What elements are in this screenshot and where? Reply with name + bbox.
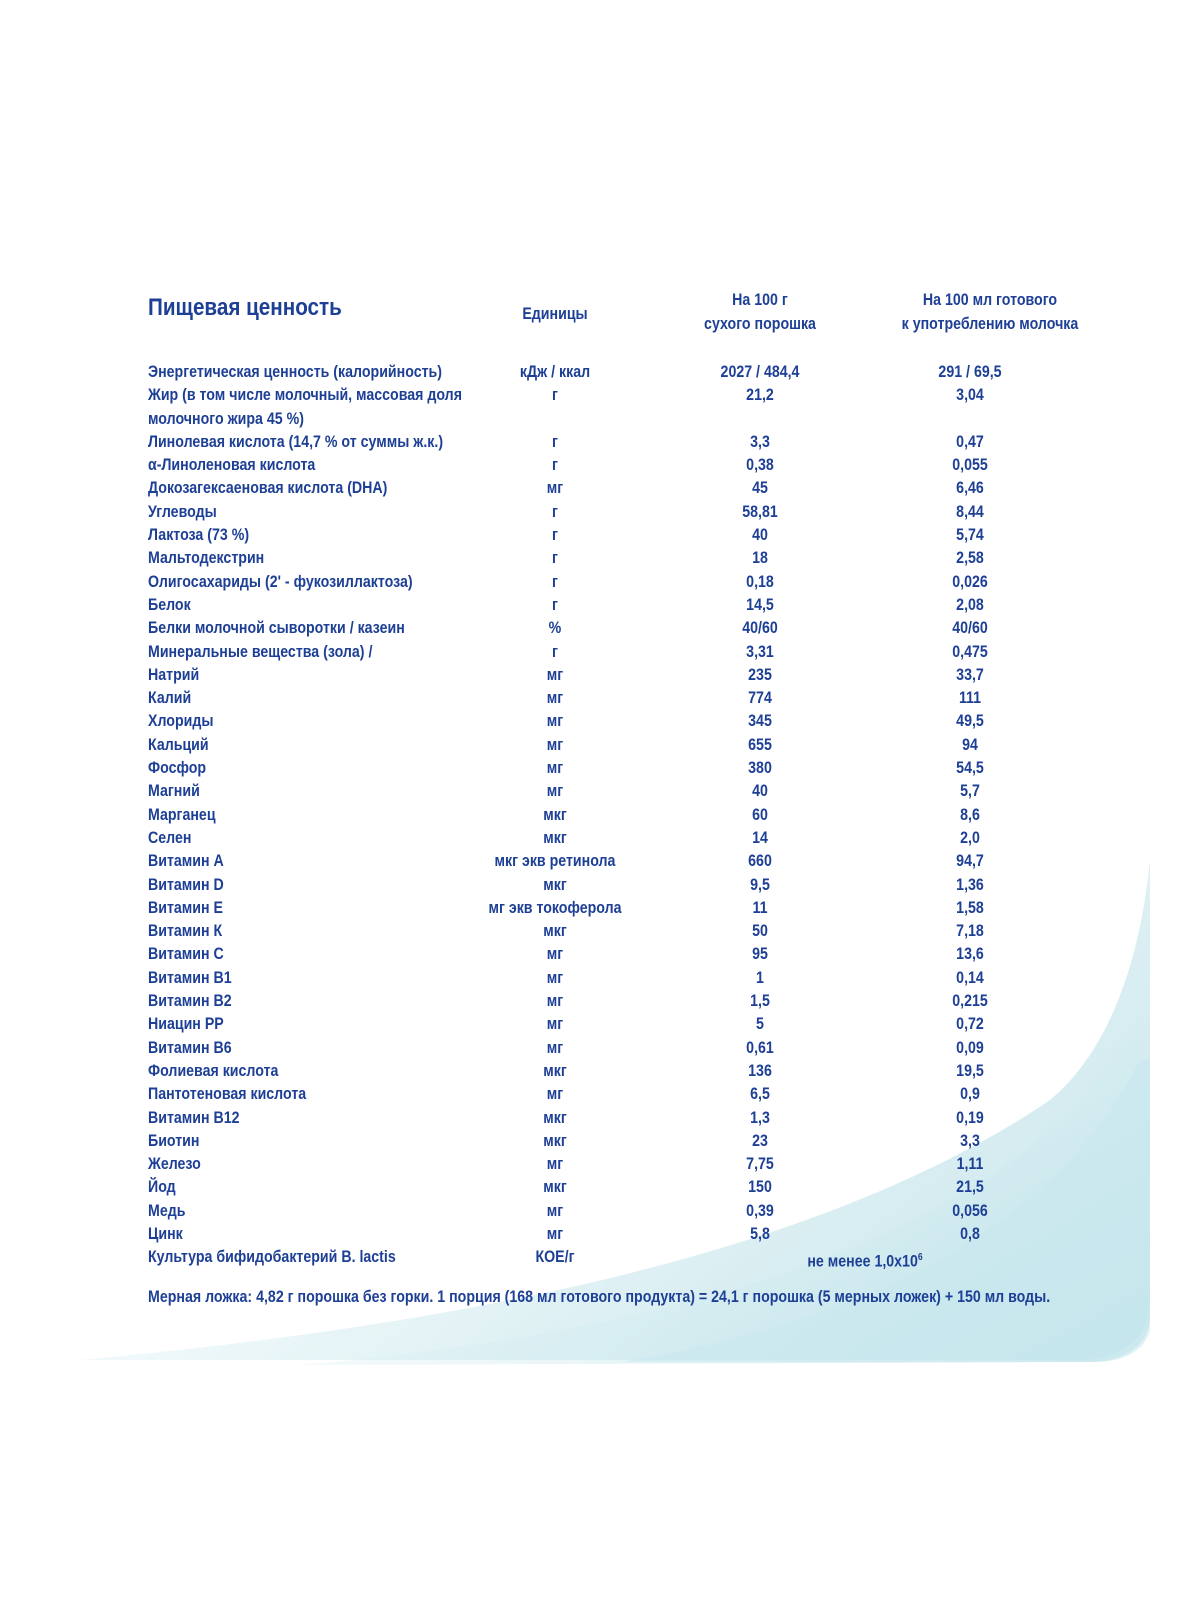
table-row bbox=[0, 384, 1200, 431]
row-value-dry: 1 bbox=[756, 968, 764, 987]
row-name: Цинк bbox=[148, 1224, 183, 1243]
row-value-ready: 5,74 bbox=[956, 526, 984, 545]
row-unit: г bbox=[552, 526, 558, 545]
row-name: Витамин А bbox=[148, 852, 224, 871]
row-value-dry: 60 bbox=[752, 805, 768, 824]
row-value-merged bbox=[740, 1246, 989, 1274]
table-row bbox=[0, 804, 1200, 827]
row-value-dry: 3,31 bbox=[746, 642, 774, 661]
row-value-ready: 1,36 bbox=[956, 875, 984, 894]
table-row bbox=[0, 454, 1200, 477]
row-value-dry: 14 bbox=[752, 828, 768, 847]
table-row bbox=[0, 734, 1200, 757]
row-unit: мкг экв ретинола bbox=[494, 852, 616, 871]
row-unit: мг bbox=[546, 992, 564, 1011]
bifido-value: не менее 1,0x10 bbox=[807, 1252, 918, 1271]
header-ready-line1: На 100 мл готового bbox=[922, 291, 1058, 309]
row-name: α-Линоленовая кислота bbox=[148, 456, 316, 475]
row-value-ready: 3,04 bbox=[956, 386, 984, 405]
footnote: Мерная ложка: 4,82 г порошка без горки. 1 порция (168 мл готового продукта) = 24,1 г порошка (5 мерных ложек) + 150 мл воды. bbox=[148, 1288, 1051, 1306]
row-name: Витамин Е bbox=[148, 898, 224, 917]
table-row bbox=[0, 827, 1200, 850]
row-value-ready: 19,5 bbox=[956, 1061, 984, 1080]
row-unit: КОЕ/г bbox=[535, 1248, 575, 1267]
header-units: Единицы bbox=[522, 305, 588, 323]
row-value-ready: 0,8 bbox=[960, 1224, 980, 1243]
row-unit: мг bbox=[546, 968, 564, 987]
row-unit: мг bbox=[546, 665, 564, 684]
row-value-ready: 0,19 bbox=[956, 1108, 984, 1127]
header-per-100g-dry bbox=[670, 288, 851, 336]
row-value-dry: 2027 / 484,4 bbox=[720, 363, 800, 381]
row-value-dry: 6,5 bbox=[750, 1085, 770, 1104]
row-unit: мг bbox=[546, 735, 564, 754]
row-value-dry: 655 bbox=[748, 735, 772, 754]
row-value-dry: 14,5 bbox=[746, 595, 774, 614]
row-value-ready: 0,72 bbox=[956, 1015, 984, 1034]
row-value-ready: 7,18 bbox=[956, 922, 984, 941]
row-value-dry: 50 bbox=[752, 922, 768, 941]
row-unit: г bbox=[552, 456, 558, 475]
row-unit: г bbox=[552, 432, 558, 451]
row-value-ready: 8,6 bbox=[960, 805, 980, 824]
row-value-ready: 94,7 bbox=[956, 852, 984, 871]
table-row bbox=[0, 990, 1200, 1013]
row-value-ready: 0,056 bbox=[952, 1201, 988, 1220]
row-unit: мг bbox=[546, 712, 564, 731]
row-name: Магний bbox=[148, 782, 200, 801]
row-value-dry: 45 bbox=[752, 479, 768, 498]
row-name: Селен bbox=[148, 828, 192, 847]
row-value-ready: 13,6 bbox=[956, 945, 984, 964]
row-value-dry: 150 bbox=[748, 1178, 772, 1197]
table-row bbox=[0, 594, 1200, 617]
table-row bbox=[0, 1083, 1200, 1106]
header-dry-line2: сухого порошка bbox=[704, 315, 816, 333]
table-row bbox=[0, 664, 1200, 687]
row-unit: мкг bbox=[543, 875, 567, 894]
table-row bbox=[0, 641, 1200, 664]
row-value-ready: 2,08 bbox=[956, 595, 984, 614]
header-per-100ml-ready bbox=[878, 288, 1102, 336]
row-unit: мг bbox=[546, 689, 564, 708]
row-unit: мг bbox=[546, 1155, 564, 1174]
table-row bbox=[0, 1130, 1200, 1153]
bifido-exponent: 6 bbox=[917, 1252, 923, 1264]
table-row bbox=[0, 710, 1200, 733]
row-name: Витамин D bbox=[148, 875, 224, 894]
table-row bbox=[0, 1200, 1200, 1223]
row-name: Железо bbox=[148, 1155, 201, 1174]
row-value-dry: 660 bbox=[748, 852, 772, 871]
table-row bbox=[0, 780, 1200, 803]
row-name: Белки молочной сыворотки / казеин bbox=[148, 619, 405, 638]
row-value-dry: 0,39 bbox=[746, 1201, 774, 1220]
table-row bbox=[0, 687, 1200, 710]
table-row bbox=[0, 361, 1200, 384]
row-unit: мкг bbox=[543, 1108, 567, 1127]
row-value-dry: 1,3 bbox=[750, 1108, 770, 1127]
row-value-ready: 0,026 bbox=[952, 572, 988, 591]
row-name: Витамин В1 bbox=[148, 968, 232, 987]
row-value-ready: 291 / 69,5 bbox=[938, 363, 1002, 381]
row-value-dry: 7,75 bbox=[746, 1155, 774, 1174]
row-value-dry: 40 bbox=[752, 526, 768, 545]
header-dry-line1: На 100 г bbox=[732, 291, 788, 309]
row-unit: г bbox=[552, 502, 558, 521]
row-name: Кальций bbox=[148, 735, 209, 754]
row-value-ready: 40/60 bbox=[952, 619, 988, 638]
table-row bbox=[0, 967, 1200, 990]
row-value-dry: 11 bbox=[752, 898, 768, 917]
row-name: Докозагексаеновая кислота (DHA) bbox=[148, 479, 388, 498]
row-name: Лактоза (73 %) bbox=[148, 526, 250, 545]
row-value-ready: 21,5 bbox=[956, 1178, 984, 1197]
row-name: Пантотеновая кислота bbox=[148, 1085, 307, 1104]
row-value-ready: 0,215 bbox=[952, 992, 988, 1011]
row-unit: г bbox=[552, 595, 558, 614]
row-unit: мг bbox=[546, 1224, 564, 1243]
row-value-dry: 345 bbox=[748, 712, 772, 731]
row-value-dry: 58,81 bbox=[742, 502, 778, 521]
table-row bbox=[0, 850, 1200, 873]
row-value-dry: 3,3 bbox=[750, 432, 770, 451]
row-unit: мг bbox=[546, 1201, 564, 1220]
row-unit: мг bbox=[546, 479, 564, 498]
table-row bbox=[0, 874, 1200, 897]
row-unit: мг bbox=[546, 759, 564, 778]
row-value-dry: 9,5 bbox=[750, 875, 770, 894]
table-row bbox=[0, 571, 1200, 594]
row-value-dry: 774 bbox=[748, 689, 772, 708]
row-name: Витамин В12 bbox=[148, 1108, 240, 1127]
row-unit: мг bbox=[546, 1015, 564, 1034]
row-name: Мальтодекстрин bbox=[148, 549, 265, 568]
row-name: Олигосахариды (2' - фукозиллактоза) bbox=[148, 572, 413, 591]
table-row bbox=[0, 1013, 1200, 1036]
row-name: Фосфор bbox=[148, 759, 207, 778]
row-value-ready: 1,11 bbox=[956, 1155, 984, 1174]
row-value-ready: 54,5 bbox=[956, 759, 984, 778]
table-row bbox=[0, 524, 1200, 547]
row-value-dry: 136 bbox=[748, 1061, 772, 1080]
row-value-dry: 40 bbox=[752, 782, 768, 801]
row-value-ready: 0,47 bbox=[956, 432, 984, 451]
row-unit: г bbox=[552, 549, 558, 568]
row-unit: мкг bbox=[543, 1061, 567, 1080]
table-row bbox=[0, 757, 1200, 780]
row-name: Витамин В6 bbox=[148, 1038, 232, 1057]
row-value-ready: 0,055 bbox=[952, 456, 988, 475]
table-row bbox=[0, 431, 1200, 454]
nutrition-table-body bbox=[0, 361, 1200, 1270]
row-name: Хлориды bbox=[148, 712, 214, 731]
table-row bbox=[0, 897, 1200, 920]
row-value-ready: 8,44 bbox=[956, 502, 984, 521]
row-value-ready: 5,7 bbox=[960, 782, 980, 801]
row-unit: мкг bbox=[543, 805, 567, 824]
row-name: Марганец bbox=[148, 805, 216, 824]
row-name: Витамин С bbox=[148, 945, 224, 964]
table-row bbox=[0, 1107, 1200, 1130]
table-row bbox=[0, 943, 1200, 966]
table-row bbox=[0, 1060, 1200, 1083]
header-ready-line2: к употреблению молочка bbox=[901, 315, 1079, 333]
row-value-dry: 0,38 bbox=[746, 456, 774, 475]
row-value-ready: 2,0 bbox=[960, 828, 980, 847]
row-value-ready: 49,5 bbox=[956, 712, 984, 731]
row-name: Белок bbox=[148, 595, 191, 614]
row-name: Минеральные вещества (зола) / bbox=[148, 642, 373, 661]
row-name: Биотин bbox=[148, 1131, 200, 1150]
row-unit: мг bbox=[546, 782, 564, 801]
row-name: Углеводы bbox=[148, 502, 217, 521]
row-name: Витамин В2 bbox=[148, 992, 232, 1011]
row-unit: мг bbox=[546, 1038, 564, 1057]
row-value-dry: 1,5 bbox=[750, 992, 770, 1011]
row-value-dry: 235 bbox=[748, 665, 772, 684]
table-row bbox=[0, 920, 1200, 943]
row-value-dry: 5 bbox=[756, 1015, 764, 1034]
row-unit: мкг bbox=[543, 922, 567, 941]
row-name: Витамин К bbox=[148, 922, 223, 941]
row-value-ready: 94 bbox=[962, 735, 978, 754]
row-value-dry: 380 bbox=[748, 759, 772, 778]
row-value-ready: 2,58 bbox=[956, 549, 984, 568]
row-unit: кДж / ккал bbox=[519, 363, 591, 381]
row-unit: мкг bbox=[543, 828, 567, 847]
table-title: Пищевая ценность bbox=[148, 294, 342, 321]
row-value-ready: 0,9 bbox=[960, 1085, 980, 1104]
row-value-ready: 33,7 bbox=[956, 665, 984, 684]
row-value-dry: 21,2 bbox=[746, 386, 774, 405]
table-row bbox=[0, 1223, 1200, 1246]
row-unit: мкг bbox=[543, 1178, 567, 1197]
table-row bbox=[0, 1176, 1200, 1199]
row-name: Энергетическая ценность (калорийность) bbox=[148, 363, 442, 381]
row-unit: мг bbox=[546, 1085, 564, 1104]
row-name: Культура бифидобактерий B. lactis bbox=[148, 1248, 396, 1267]
row-name: Ниацин РР bbox=[148, 1015, 224, 1034]
row-unit: г bbox=[552, 386, 558, 405]
row-value-dry: 95 bbox=[752, 945, 768, 964]
row-name: Линолевая кислота (14,7 % от суммы ж.к.) bbox=[148, 432, 444, 451]
row-unit: мг экв токоферола bbox=[488, 898, 622, 917]
row-name: Жир (в том числе молочный, массовая доля молочного жира 45 %) bbox=[148, 386, 462, 428]
row-unit: г bbox=[552, 572, 558, 591]
row-value-dry: 5,8 bbox=[750, 1224, 770, 1243]
row-value-ready: 1,58 bbox=[956, 898, 984, 917]
table-row-bifido bbox=[0, 1246, 1200, 1269]
row-value-dry: 40/60 bbox=[742, 619, 778, 638]
table-row bbox=[0, 477, 1200, 500]
table-row bbox=[0, 1153, 1200, 1176]
table-row bbox=[0, 617, 1200, 640]
row-value-ready: 0,475 bbox=[952, 642, 988, 661]
row-value-dry: 23 bbox=[752, 1131, 768, 1150]
row-value-ready: 0,09 bbox=[956, 1038, 984, 1057]
row-unit: мкг bbox=[543, 1131, 567, 1150]
row-name: Фолиевая кислота bbox=[148, 1061, 279, 1080]
row-name: Калий bbox=[148, 689, 192, 708]
row-name: Йод bbox=[148, 1178, 176, 1197]
table-row bbox=[0, 1037, 1200, 1060]
table-row bbox=[0, 501, 1200, 524]
row-unit: мг bbox=[546, 945, 564, 964]
row-value-ready: 0,14 bbox=[956, 968, 984, 987]
row-name: Медь bbox=[148, 1201, 186, 1220]
row-name: Натрий bbox=[148, 665, 200, 684]
row-value-dry: 0,61 bbox=[746, 1038, 774, 1057]
row-value-dry: 18 bbox=[752, 549, 768, 568]
row-value-dry: 0,18 bbox=[746, 572, 774, 591]
row-value-ready: 3,3 bbox=[960, 1131, 980, 1150]
row-value-ready: 6,46 bbox=[956, 479, 984, 498]
row-unit: г bbox=[552, 642, 558, 661]
table-row bbox=[0, 547, 1200, 570]
row-value-ready: 111 bbox=[958, 689, 982, 708]
row-unit: % bbox=[548, 619, 562, 638]
